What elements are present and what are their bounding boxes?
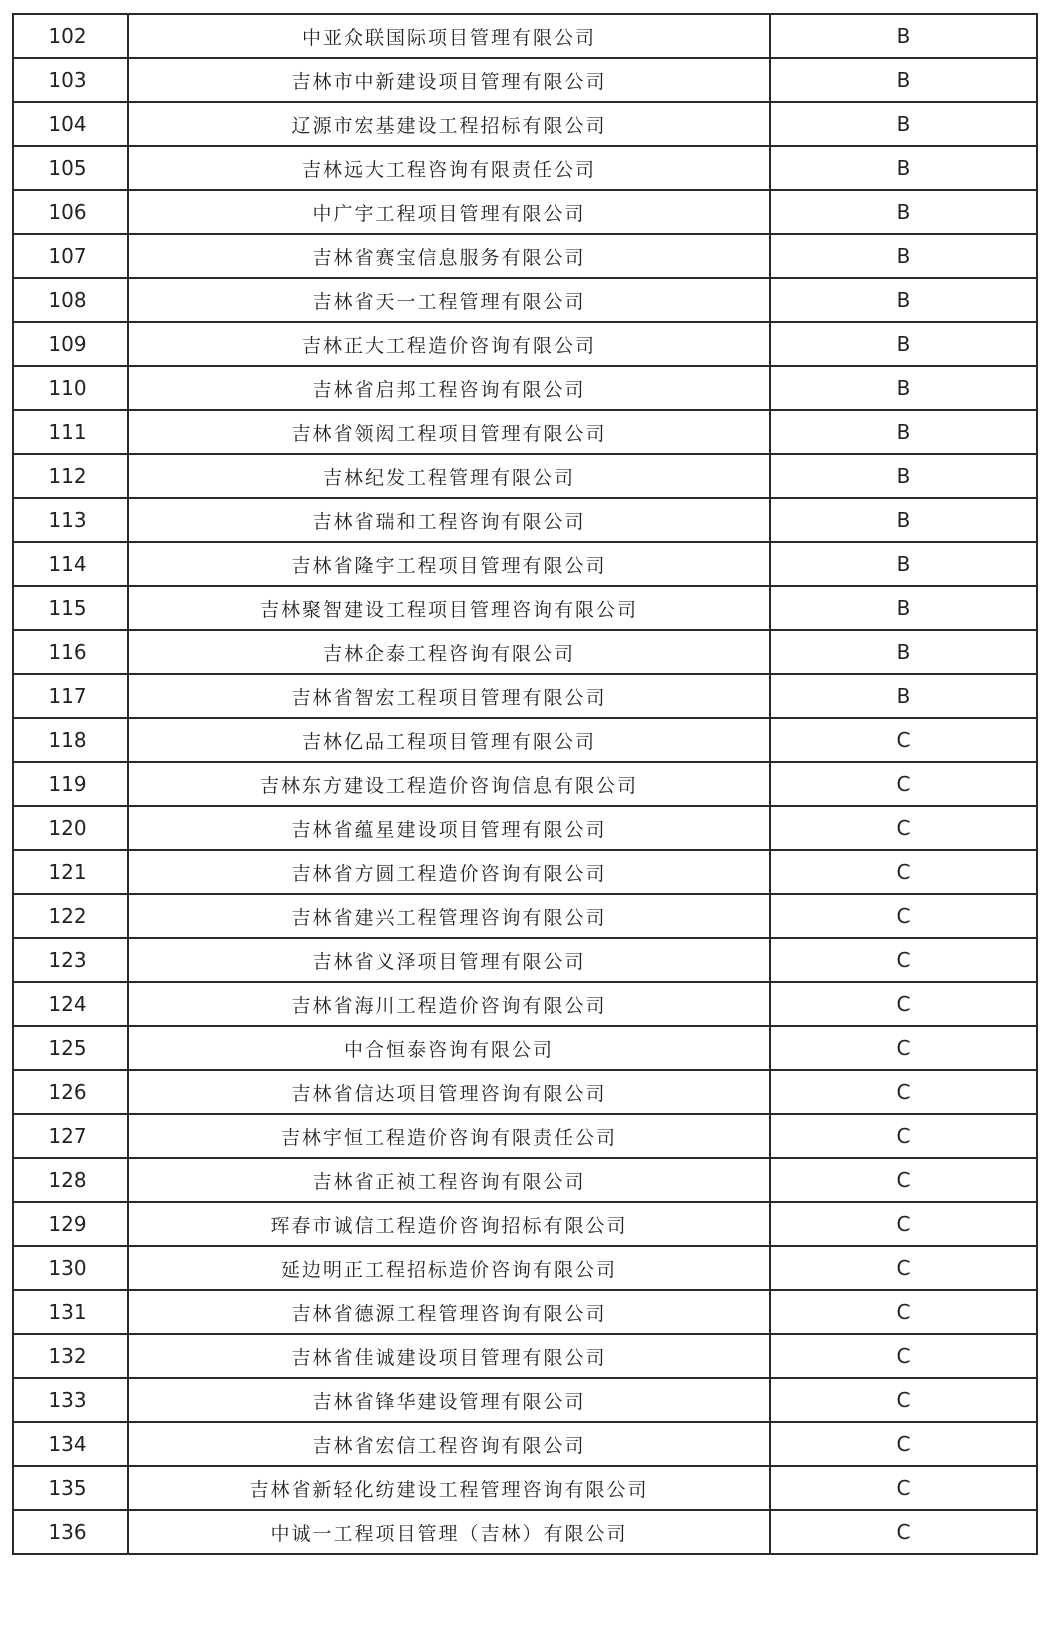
credit-grade: C <box>770 1290 1037 1334</box>
credit-grade: C <box>770 1334 1037 1378</box>
company-name: 吉林纪发工程管理有限公司 <box>128 454 770 498</box>
company-name: 吉林省锋华建设管理有限公司 <box>128 1378 770 1422</box>
table-row <box>13 1422 1037 1466</box>
table-row <box>13 1334 1037 1378</box>
company-name: 吉林省领闳工程项目管理有限公司 <box>128 410 770 454</box>
table-row <box>13 630 1037 674</box>
row-number: 132 <box>13 1334 128 1378</box>
table-row <box>13 762 1037 806</box>
credit-grade: C <box>770 1466 1037 1510</box>
company-name: 吉林省德源工程管理咨询有限公司 <box>128 1290 770 1334</box>
row-number: 110 <box>13 366 128 410</box>
credit-grade: B <box>770 322 1037 366</box>
credit-grade: B <box>770 586 1037 630</box>
credit-grade: C <box>770 938 1037 982</box>
row-number: 109 <box>13 322 128 366</box>
row-number: 113 <box>13 498 128 542</box>
table-row <box>13 1070 1037 1114</box>
company-name: 吉林省正祯工程咨询有限公司 <box>128 1158 770 1202</box>
table-row <box>13 938 1037 982</box>
row-number: 106 <box>13 190 128 234</box>
credit-grade: C <box>770 1422 1037 1466</box>
company-name: 吉林亿品工程项目管理有限公司 <box>128 718 770 762</box>
table-row <box>13 190 1037 234</box>
row-number: 129 <box>13 1202 128 1246</box>
row-number: 117 <box>13 674 128 718</box>
credit-grade: C <box>770 1510 1037 1554</box>
company-name: 吉林省蕴星建设项目管理有限公司 <box>128 806 770 850</box>
company-name: 吉林省宏信工程咨询有限公司 <box>128 1422 770 1466</box>
row-number: 135 <box>13 1466 128 1510</box>
company-name: 吉林市中新建设项目管理有限公司 <box>128 58 770 102</box>
company-name: 吉林宇恒工程造价咨询有限责任公司 <box>128 1114 770 1158</box>
table-row <box>13 894 1037 938</box>
row-number: 115 <box>13 586 128 630</box>
credit-grade: C <box>770 806 1037 850</box>
row-number: 103 <box>13 58 128 102</box>
row-number: 114 <box>13 542 128 586</box>
table-body <box>13 14 1037 1554</box>
table-row <box>13 58 1037 102</box>
company-name: 吉林远大工程咨询有限责任公司 <box>128 146 770 190</box>
credit-grade: C <box>770 1378 1037 1422</box>
row-number: 125 <box>13 1026 128 1070</box>
credit-grade: C <box>770 1026 1037 1070</box>
table-row <box>13 1510 1037 1554</box>
credit-grade: B <box>770 366 1037 410</box>
row-number: 128 <box>13 1158 128 1202</box>
credit-grade: B <box>770 58 1037 102</box>
table-row <box>13 542 1037 586</box>
table-row <box>13 1378 1037 1422</box>
credit-grade: B <box>770 630 1037 674</box>
company-name: 吉林省瑞和工程咨询有限公司 <box>128 498 770 542</box>
table-row <box>13 1466 1037 1510</box>
company-name: 吉林省新轻化纺建设工程管理咨询有限公司 <box>128 1466 770 1510</box>
table-row <box>13 1246 1037 1290</box>
row-number: 107 <box>13 234 128 278</box>
row-number: 104 <box>13 102 128 146</box>
company-name: 吉林省赛宝信息服务有限公司 <box>128 234 770 278</box>
row-number: 126 <box>13 1070 128 1114</box>
credit-grade: C <box>770 894 1037 938</box>
credit-grade: C <box>770 762 1037 806</box>
credit-grade: C <box>770 1158 1037 1202</box>
table-row <box>13 410 1037 454</box>
row-number: 102 <box>13 14 128 58</box>
company-name: 吉林省天一工程管理有限公司 <box>128 278 770 322</box>
table-row <box>13 498 1037 542</box>
table-row <box>13 806 1037 850</box>
credit-grade: C <box>770 1070 1037 1114</box>
company-name: 中合恒泰咨询有限公司 <box>128 1026 770 1070</box>
table-row <box>13 102 1037 146</box>
table-row <box>13 278 1037 322</box>
table-row <box>13 234 1037 278</box>
table-row <box>13 1114 1037 1158</box>
company-grade-table <box>12 13 1038 1555</box>
credit-grade: C <box>770 1246 1037 1290</box>
row-number: 131 <box>13 1290 128 1334</box>
table-row <box>13 674 1037 718</box>
table-row <box>13 322 1037 366</box>
table-row <box>13 850 1037 894</box>
company-name: 中广宇工程项目管理有限公司 <box>128 190 770 234</box>
row-number: 118 <box>13 718 128 762</box>
table-row <box>13 1158 1037 1202</box>
table-row <box>13 14 1037 58</box>
company-name: 吉林东方建设工程造价咨询信息有限公司 <box>128 762 770 806</box>
table-row <box>13 1026 1037 1070</box>
row-number: 123 <box>13 938 128 982</box>
row-number: 111 <box>13 410 128 454</box>
company-name: 吉林省隆宇工程项目管理有限公司 <box>128 542 770 586</box>
credit-grade: B <box>770 410 1037 454</box>
table-row <box>13 718 1037 762</box>
credit-grade: C <box>770 718 1037 762</box>
row-number: 133 <box>13 1378 128 1422</box>
row-number: 122 <box>13 894 128 938</box>
company-name: 吉林省智宏工程项目管理有限公司 <box>128 674 770 718</box>
credit-grade: B <box>770 498 1037 542</box>
credit-grade: C <box>770 850 1037 894</box>
row-number: 105 <box>13 146 128 190</box>
credit-grade: C <box>770 1114 1037 1158</box>
row-number: 119 <box>13 762 128 806</box>
row-number: 116 <box>13 630 128 674</box>
company-name: 中诚一工程项目管理（吉林）有限公司 <box>128 1510 770 1554</box>
table-row <box>13 586 1037 630</box>
table-row <box>13 1290 1037 1334</box>
row-number: 130 <box>13 1246 128 1290</box>
credit-grade: B <box>770 14 1037 58</box>
company-name: 辽源市宏基建设工程招标有限公司 <box>128 102 770 146</box>
row-number: 121 <box>13 850 128 894</box>
table-row <box>13 1202 1037 1246</box>
company-name: 吉林聚智建设工程项目管理咨询有限公司 <box>128 586 770 630</box>
credit-grade: C <box>770 1202 1037 1246</box>
row-number: 120 <box>13 806 128 850</box>
credit-grade: B <box>770 454 1037 498</box>
credit-grade: B <box>770 146 1037 190</box>
company-name: 中亚众联国际项目管理有限公司 <box>128 14 770 58</box>
credit-grade: C <box>770 982 1037 1026</box>
credit-grade: B <box>770 674 1037 718</box>
table-row <box>13 146 1037 190</box>
row-number: 108 <box>13 278 128 322</box>
company-name: 延边明正工程招标造价咨询有限公司 <box>128 1246 770 1290</box>
credit-grade: B <box>770 190 1037 234</box>
company-name: 吉林省启邦工程咨询有限公司 <box>128 366 770 410</box>
row-number: 136 <box>13 1510 128 1554</box>
table-row <box>13 454 1037 498</box>
table-row <box>13 366 1037 410</box>
row-number: 134 <box>13 1422 128 1466</box>
credit-grade: B <box>770 102 1037 146</box>
company-name: 吉林省义泽项目管理有限公司 <box>128 938 770 982</box>
company-name: 吉林省信达项目管理咨询有限公司 <box>128 1070 770 1114</box>
company-name: 吉林省佳诚建设项目管理有限公司 <box>128 1334 770 1378</box>
company-name: 吉林省海川工程造价咨询有限公司 <box>128 982 770 1026</box>
company-name: 吉林正大工程造价咨询有限公司 <box>128 322 770 366</box>
company-name: 吉林省建兴工程管理咨询有限公司 <box>128 894 770 938</box>
company-name: 珲春市诚信工程造价咨询招标有限公司 <box>128 1202 770 1246</box>
table-row <box>13 982 1037 1026</box>
credit-grade: B <box>770 234 1037 278</box>
company-name: 吉林企泰工程咨询有限公司 <box>128 630 770 674</box>
row-number: 127 <box>13 1114 128 1158</box>
credit-grade: B <box>770 278 1037 322</box>
row-number: 112 <box>13 454 128 498</box>
company-name: 吉林省方圆工程造价咨询有限公司 <box>128 850 770 894</box>
row-number: 124 <box>13 982 128 1026</box>
credit-grade: B <box>770 542 1037 586</box>
